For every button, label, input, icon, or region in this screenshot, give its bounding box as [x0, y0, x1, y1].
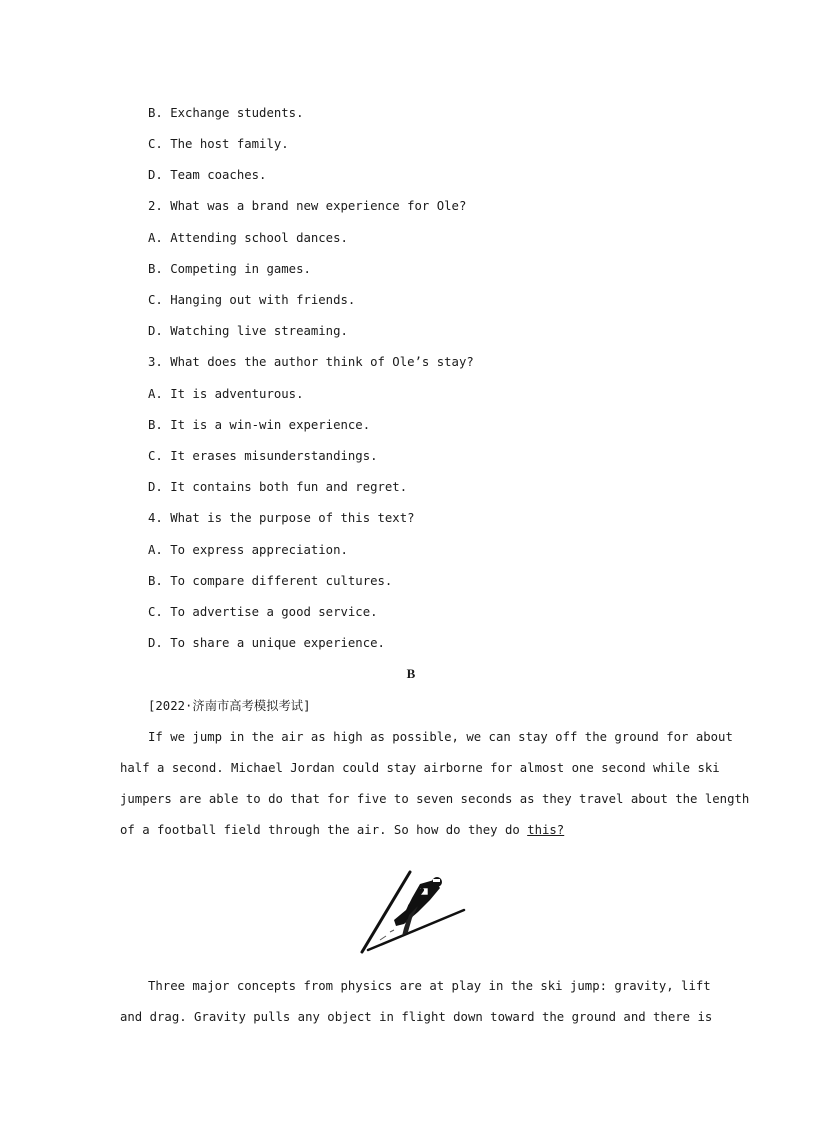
paragraph-1-line-4-text: of a football field through the air. So how do they do — [120, 823, 528, 837]
q2-option-d: D. Watching live streaming. — [148, 324, 348, 338]
q4-option-a: A. To express appreciation. — [148, 543, 348, 557]
paragraph-1-line-2: half a second. Michael Jordan could stay airborne for almost one second while ski — [120, 761, 720, 775]
paragraph-2-line-2: and drag. Gravity pulls any object in flight down toward the ground and there is — [120, 1010, 713, 1024]
q4-option-c: C. To advertise a good service. — [148, 605, 378, 619]
question-3: 3. What does the author think of Ole’s stay? — [148, 355, 474, 369]
question-2: 2. What was a brand new experience for Ole? — [148, 199, 467, 213]
paragraph-1-line-4 — [120, 815, 676, 846]
paragraph-2-line-1: Three major concepts from physics are at play in the ski jump: gravity, lift — [148, 979, 711, 993]
q4-option-b: B. To compare different cultures. — [148, 574, 393, 588]
q4-option-d: D. To share a unique experience. — [148, 636, 385, 650]
paragraph-2 — [120, 971, 713, 1033]
paragraph-1 — [120, 722, 750, 846]
q2-option-b: B. Competing in games. — [148, 262, 311, 276]
q2-option-a: A. Attending school dances. — [148, 231, 348, 245]
question-4: 4. What is the purpose of this text? — [148, 511, 415, 525]
paragraph-1-line-3: jumpers are able to do that for five to seven seconds as they travel about the length — [120, 792, 750, 806]
q3-option-c: C. It erases misunderstandings. — [148, 449, 378, 463]
ski-jumper-illustration — [360, 866, 470, 956]
source-label: [2022·济南市高考模拟考试] — [148, 699, 311, 713]
q1-option-b: B. Exchange students. — [148, 106, 304, 120]
q3-option-a: A. It is adventurous. — [148, 387, 304, 401]
q2-option-c: C. Hanging out with friends. — [148, 293, 356, 307]
section-heading: B — [406, 666, 416, 681]
q3-option-d: D. It contains both fun and regret. — [148, 480, 408, 494]
q3-option-b: B. It is a win-win experience. — [148, 418, 371, 432]
q1-option-d: D. Team coaches. — [148, 168, 267, 182]
q1-option-c: C. The host family. — [148, 137, 289, 151]
paragraph-1-line-1: If we jump in the air as high as possible, we can stay off the ground for about — [148, 730, 733, 744]
underlined-word: this? — [527, 823, 565, 837]
